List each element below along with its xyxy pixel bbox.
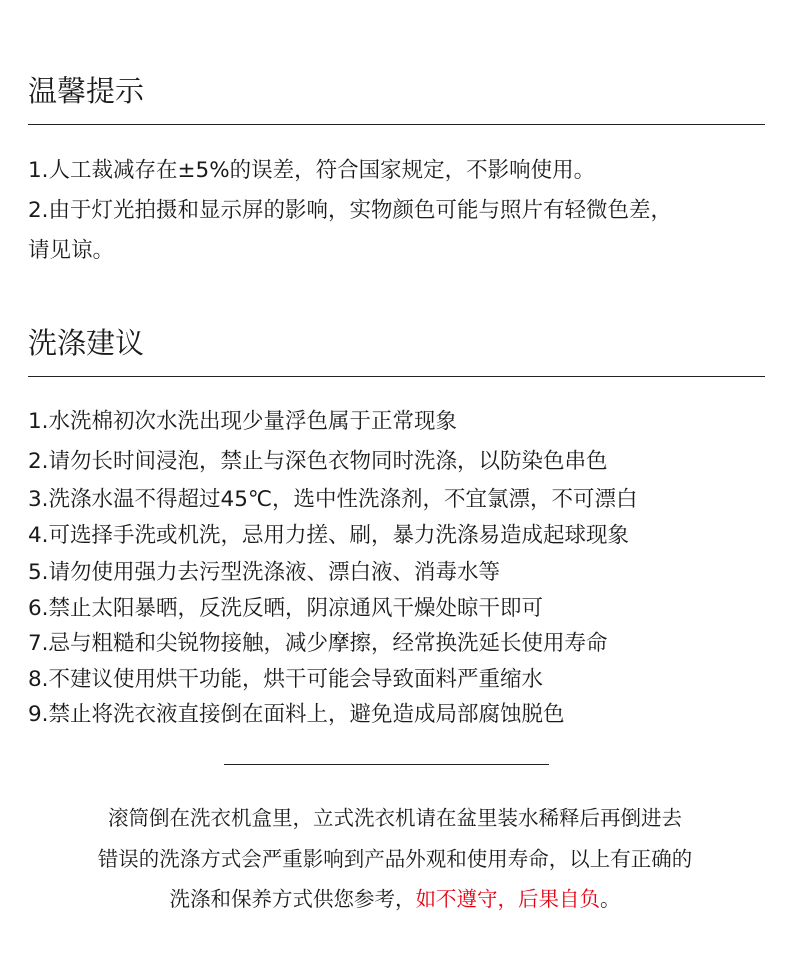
footer-line-3: [0, 885, 790, 913]
washing-item-1: 1.水洗棉初次水洗出现少量浮色属于正常现象: [28, 409, 458, 434]
washing-divider: [28, 376, 765, 377]
tips-line-1: 1.人工裁减存在±5%的误差，符合国家规定，不影响使用。: [28, 158, 596, 183]
tips-divider: [28, 124, 765, 125]
washing-item-6: 6.禁止太阳暴晒，反洗反晒，阴凉通风干燥处晾干即可: [28, 596, 544, 621]
tips-title: 温馨提示: [28, 74, 145, 108]
tips-line-3: 请见谅。: [28, 238, 115, 263]
footer-line-3-normal: 洗涤和保养方式供您参考，: [169, 887, 416, 911]
washing-item-8: 8.不建议使用烘干功能，烘干可能会导致面料严重缩水: [28, 667, 544, 692]
footer-line-2: 错误的洗涤方式会严重影响到产品外观和使用寿命，以上有正确的: [97, 847, 693, 871]
washing-title: 洗涤建议: [28, 326, 145, 360]
footer-warning-text: 如不遵守，后果自负: [415, 887, 600, 911]
washing-item-3: 3.洗涤水温不得超过45℃，选中性洗涤剂，不宜氯漂，不可漂白: [28, 487, 638, 512]
washing-item-2: 2.请勿长时间浸泡，禁止与深色衣物同时洗涤，以防染色串色: [28, 449, 608, 474]
washing-item-7: 7.忌与粗糙和尖锐物接触，减少摩擦，经常换洗延长使用寿命: [28, 631, 608, 656]
footer-line-1: 滚筒倒在洗衣机盒里，立式洗衣机请在盆里装水稀释后再倒进去: [108, 806, 682, 830]
washing-item-4: 4.可选择手洗或机洗，忌用力搓、刷，暴力洗涤易造成起球现象: [28, 523, 630, 548]
tips-line-2: 2.由于灯光拍摄和显示屏的影响，实物颜色可能与照片有轻微色差，: [28, 198, 673, 223]
footer-divider: [224, 764, 549, 765]
washing-item-9: 9.禁止将洗衣液直接倒在面料上，避免造成局部腐蚀脱色: [28, 702, 565, 727]
washing-item-5: 5.请勿使用强力去污型洗涤液、漂白液、消毒水等: [28, 560, 501, 585]
footer-line-3-end: 。: [600, 887, 621, 911]
